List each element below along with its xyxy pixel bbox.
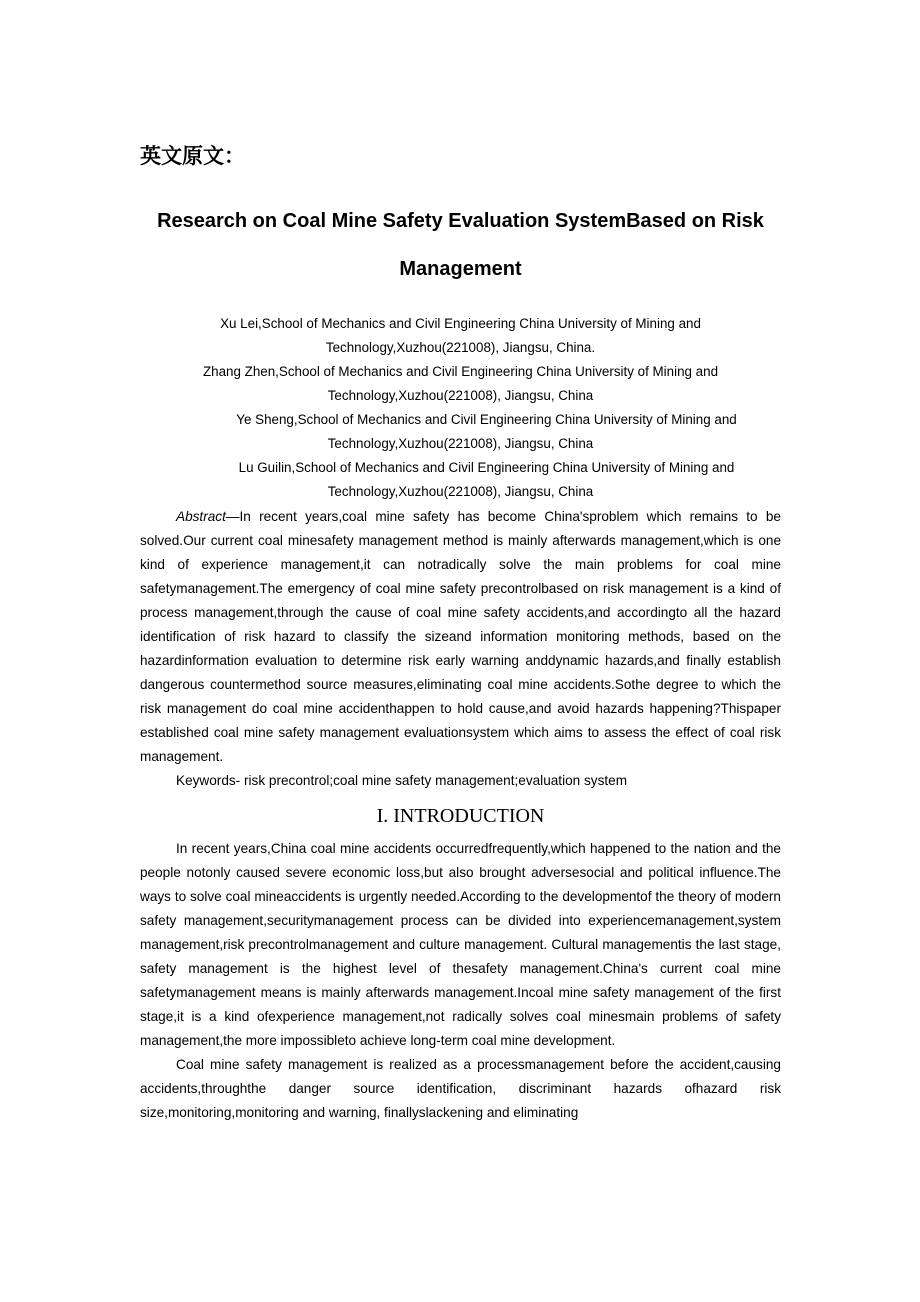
author-affiliation-line: Technology,Xuzhou(221008), Jiangsu, China [327,484,594,499]
abstract-label: Abstract [176,509,226,524]
author-affiliation-line: Zhang Zhen,School of Mechanics and Civil Engineering China University of Mining and [202,364,719,379]
author-affiliation-line: Xu Lei,School of Mechanics and Civil Engineering China University of Mining and [220,316,701,331]
abstract-text: In recent years,coal mine safety has become China'sproblem which remains to be solved.Our current coal minesafety management method is mainly afterwards management,which is one kind of experience management,it can notradically solve the main problems for coal mine safetymanagement.The emergency of coal mine safety precontrolbased on risk management is a kind of process management,through the cause of coal mine safety accidents,and accordingto all the hazard identification of risk hazard to classify the sizeand information monitoring methods, based on the hazardinformation evaluation to determine risk early warning anddynamic hazards,and finally establish dangerous countermethod source measures,eliminating coal mine accidents.Sothe degree to which the risk management do coal mine accidenthappen to hold cause,and avoid hazards happening?Thispaper established coal mine safety management evaluationsystem which aims to assess the effect of coal risk management. [140,509,781,764]
abstract-dash: — [225,509,240,524]
author-affiliation-line: Ye Sheng,School of Mechanics and Civil Engineering China University of Mining and [236,412,737,427]
author-affiliation-line: Technology,Xuzhou(221008), Jiangsu, China [327,436,594,451]
keywords-line: Keywords- risk precontrol;coal mine safety management;evaluation system [176,773,628,788]
body-paragraph: Coal mine safety management is realized as a processmanagement before the accident,causing accidents,throughthe danger source identification, discriminant hazards ofhazard risk size,monitoring,monitoring and warning, finallyslackening and eliminating [140,1057,781,1120]
section-title-introduction: I. INTRODUCTION [376,805,545,827]
paper-title: Research on Coal Mine Safety Evaluation SystemBased on Risk Management [157,210,764,280]
abstract-paragraph [140,505,781,769]
section-heading-cn: 英文原文： [140,144,245,168]
body-paragraph: In recent years,China coal mine accidents occurredfrequently,which happened to the nation and the people notonly caused severe economic loss,but also brought adversesocial and political influence.The ways to solve coal mineaccidents is urgently needed.According to the developmentof the theory of modern safety management,securitymanagement process can be divided into experiencemanagement,system management,risk precontrolmanagement and culture management. Cultural managementis the last stage, safety management is the highest level of thesafety management.China's current coal mine safetymanagement means is mainly afterwards management.Incoal mine safety management of the first stage,it is a kind ofexperience management,not radically solves coal minesmain problems of safety management,the more impossibleto achieve long-term coal mine development. [140,841,781,1048]
author-affiliation-line: Technology,Xuzhou(221008), Jiangsu, China [327,388,594,403]
paper-body [140,505,781,1125]
author-affiliation-line: Technology,Xuzhou(221008), Jiangsu, China. [325,340,596,355]
author-affiliation-line: Lu Guilin,School of Mechanics and Civil Engineering China University of Mining and [238,460,735,475]
author-affiliations [140,312,781,504]
